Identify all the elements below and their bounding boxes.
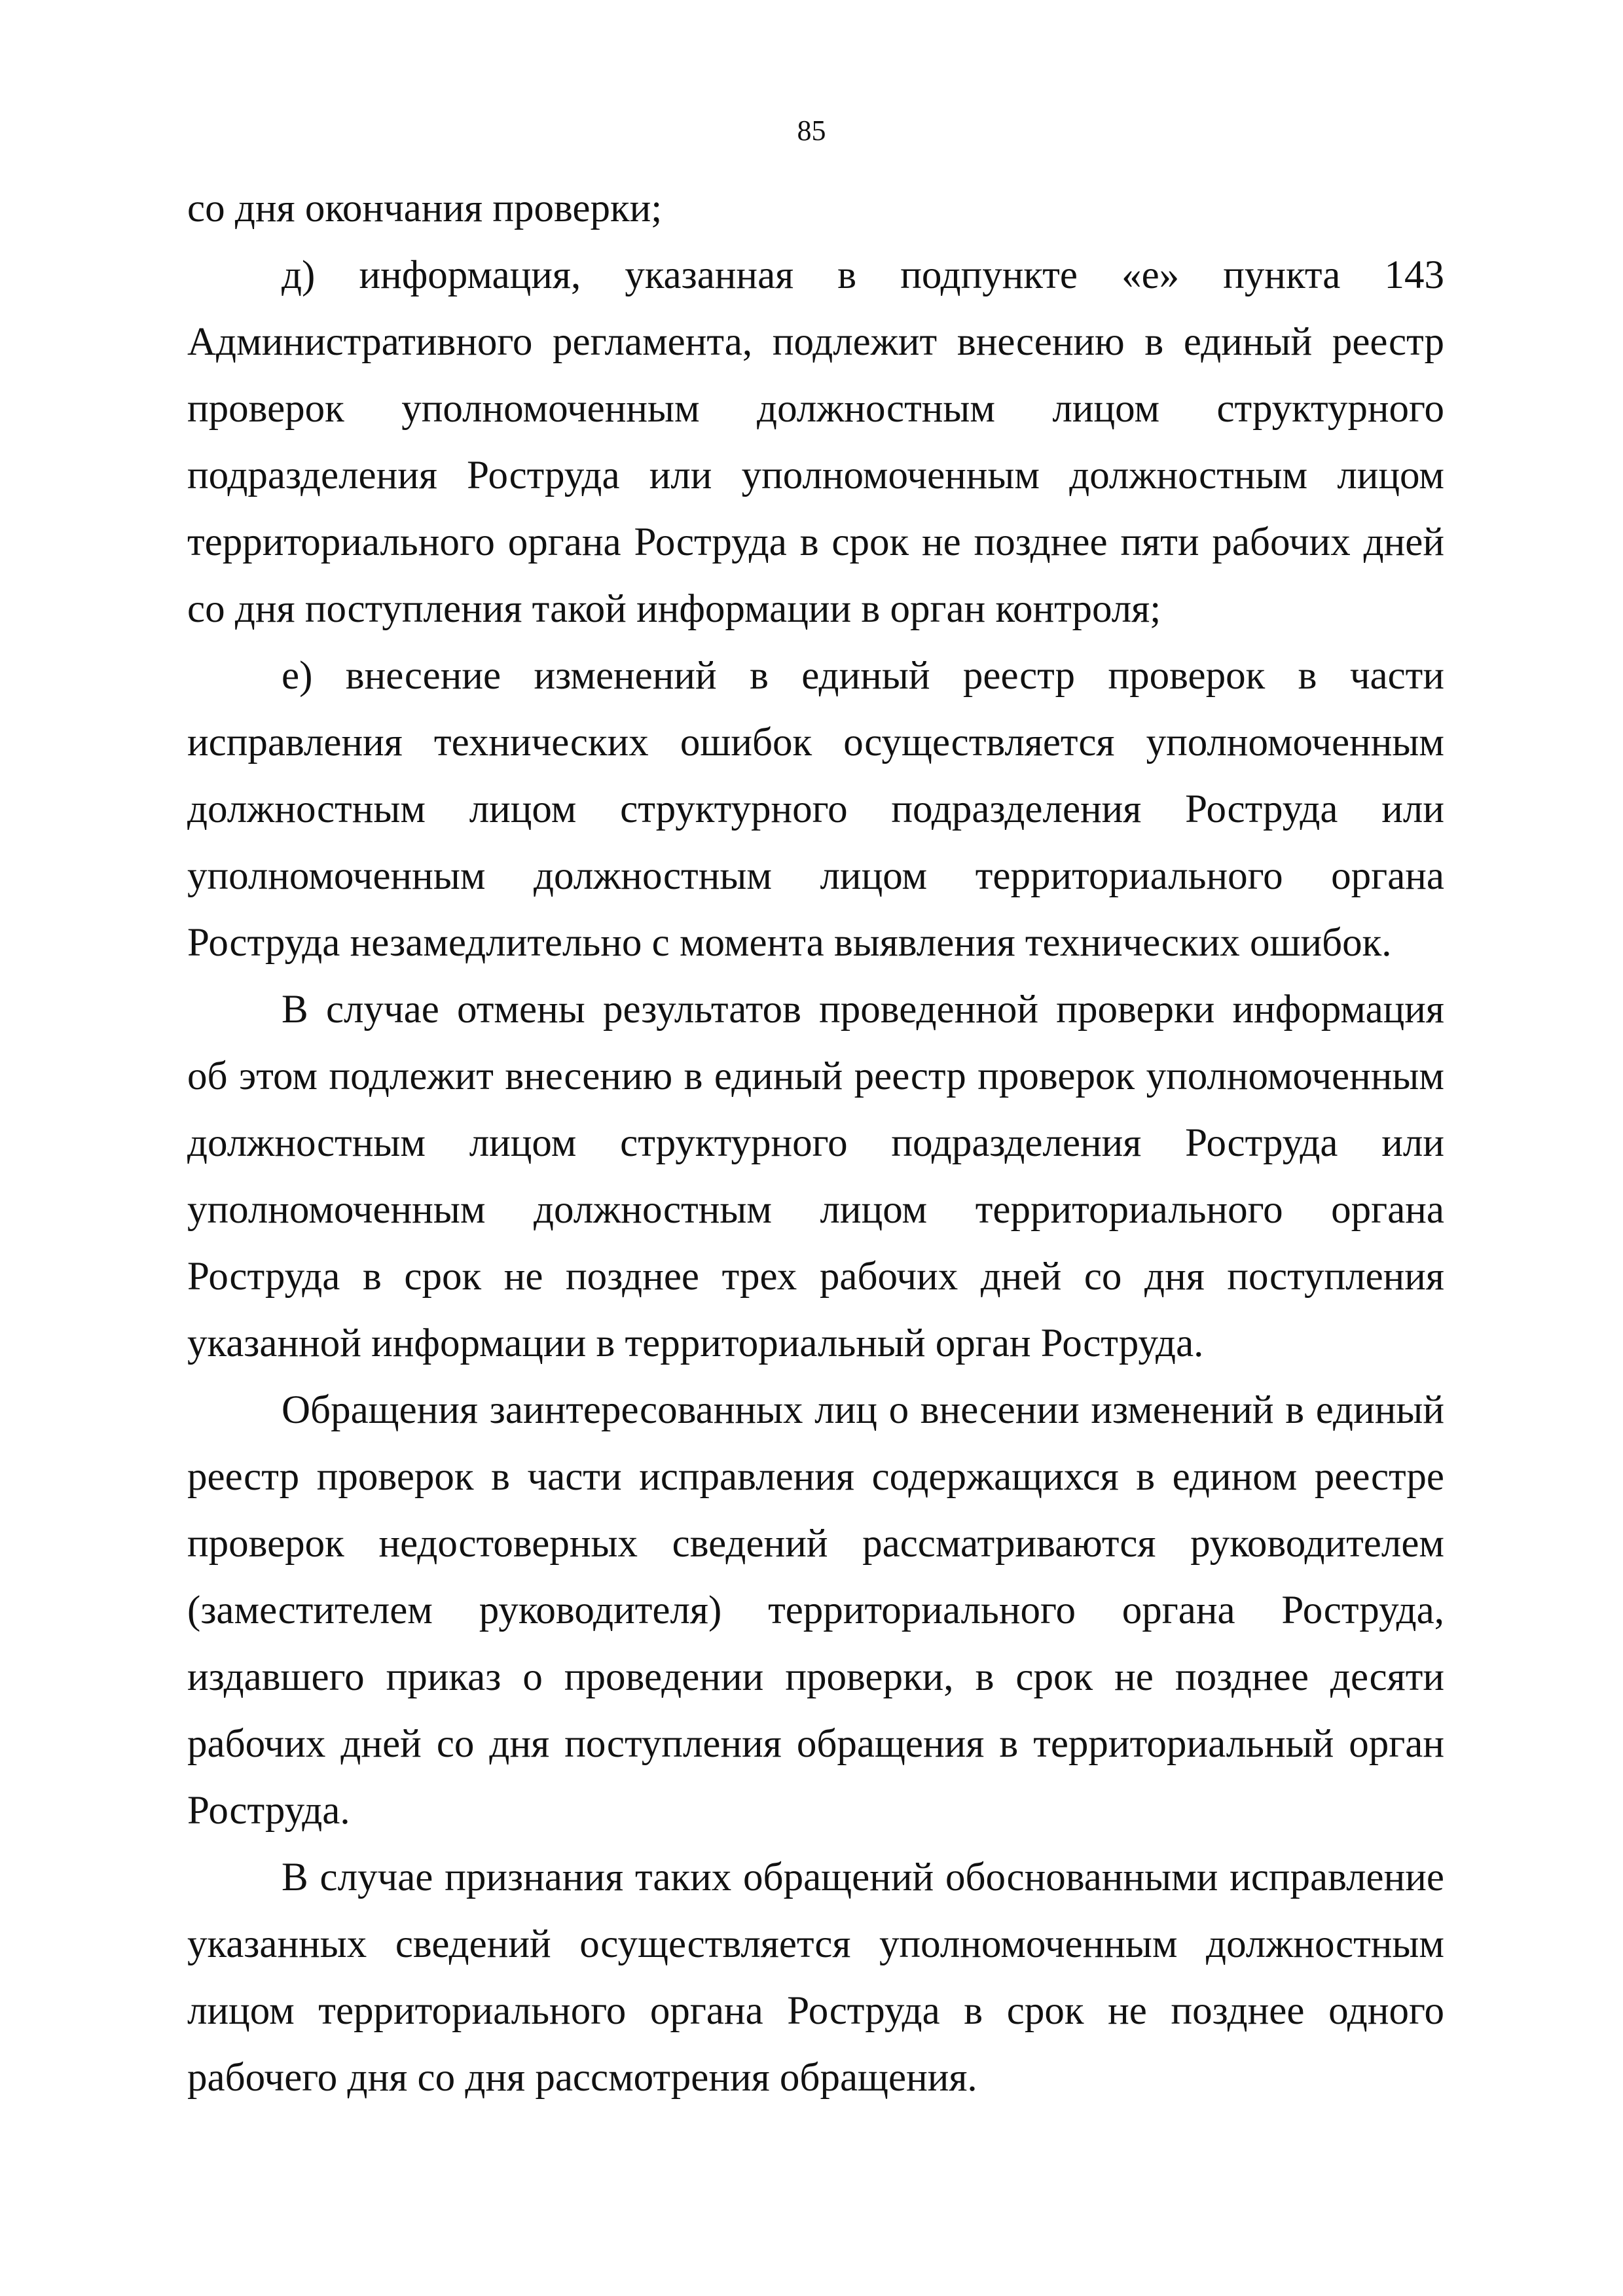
paragraph-item-d: д) информация, указанная в подпункте «е» пункта 143 Административного регламента, подлежит внесению в единый реестр проверок уполномоченным должностным лицом структурного подразделения Роструда или уполномоченным должностным лицом территориального органа Роструда в срок не позднее пяти рабочих дней со дня поступления такой информации в орган контроля;: [187, 253, 1444, 631]
document-body: [187, 175, 1444, 2111]
paragraph-correction: В случае признания таких обращений обоснованными исправление указанных сведений осуществляется уполномоченным должностным лицом территориального органа Роструда в срок не позднее одного рабочего дня со дня рассмотрения обращения.: [187, 1856, 1444, 2100]
page-number: 85: [797, 115, 826, 147]
paragraph-item-e: е) внесение изменений в единый реестр проверок в части исправления технических ошибок осуществляется уполномоченным должностным лицом структурного подразделения Роструда или уполномоченным должностным лицом территориального органа Роструда незамедлительно с момента выявления технических ошибок.: [187, 654, 1444, 965]
paragraph-appeals: Обращения заинтересованных лиц о внесении изменений в единый реестр проверок в части исправления содержащихся в едином реестре проверок недостоверных сведений рассматриваются руководителем (заместителем руководителя) территориального органа Роструда, издавшего приказ о проведении проверки, в срок не позднее десяти рабочих дней со дня поступления обращения в территориальный орган Роструда.: [187, 1388, 1444, 1833]
paragraph-cancellation: В случае отмены результатов проведенной проверки информация об этом подлежит внесению в единый реестр проверок уполномоченным должностным лицом структурного подразделения Роструда или уполномоченным должностным лицом территориального органа Роструда в срок не позднее трех рабочих дней со дня поступления указанной информации в территориальный орган Роструда.: [187, 988, 1444, 1365]
paragraph-continuation: со дня окончания проверки;: [187, 187, 663, 230]
